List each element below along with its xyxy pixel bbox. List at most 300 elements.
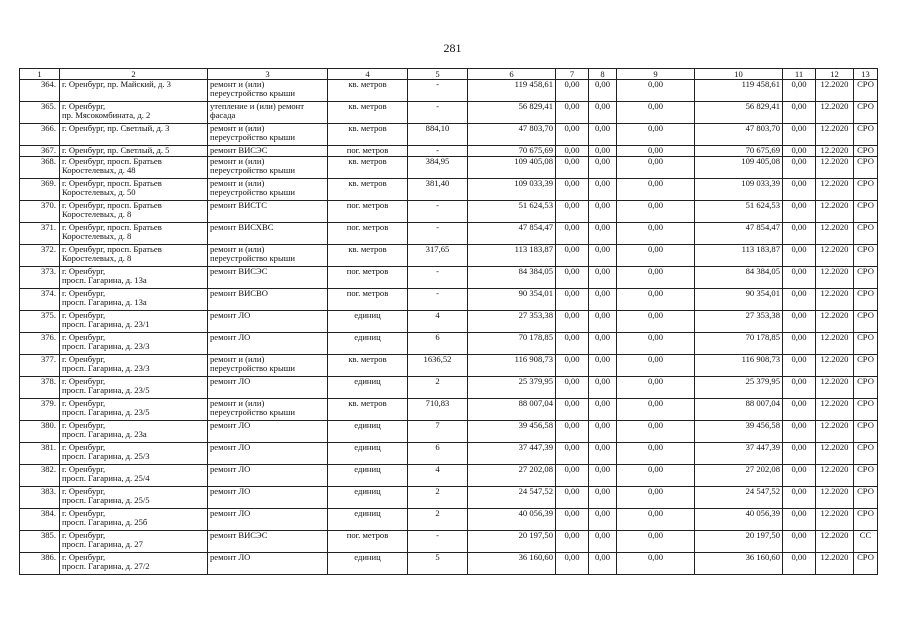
value-cell-9: 0,00 — [617, 146, 695, 157]
address-cell — [60, 553, 208, 575]
work-type-cell — [208, 289, 328, 311]
address-cell-line: просп. Гагарина, д. 23/3 — [62, 362, 150, 373]
deadline-cell: 12.2020 — [816, 553, 854, 575]
deadline-cell: 12.2020 — [816, 355, 854, 377]
total-cost-cell: 70 178,85 — [468, 333, 556, 355]
row-number: 376. — [20, 333, 60, 355]
value-cell-8: 0,00 — [589, 377, 617, 399]
value-cell-11: 0,00 — [783, 267, 816, 289]
address-cell — [60, 223, 208, 245]
method-cell: СРО — [854, 179, 878, 201]
address-cell-line: г. Оренбург, — [62, 354, 106, 364]
work-type-cell-line: ремонт ЛО — [210, 486, 251, 496]
quantity-cell: 7 — [408, 421, 468, 443]
address-cell-line: просп. Гагарина, д. 25/3 — [62, 450, 150, 461]
total-cost-cell: 119 458,61 — [468, 80, 556, 102]
value-cell-7: 0,00 — [556, 289, 589, 311]
work-type-cell-line: утепление и (или) ремонт — [210, 101, 305, 111]
quantity-cell: - — [408, 223, 468, 245]
work-type-cell-line: фасада — [210, 109, 236, 120]
total-cost-cell: 27 353,38 — [468, 311, 556, 333]
table-row — [20, 267, 878, 289]
method-cell: СРО — [854, 465, 878, 487]
work-type-cell — [208, 223, 328, 245]
value-cell-11: 0,00 — [783, 124, 816, 146]
work-type-cell-line: ремонт ВИСВО — [210, 288, 268, 298]
total-cost-cell: 24 547,52 — [468, 487, 556, 509]
quantity-cell: 6 — [408, 443, 468, 465]
method-cell: СРО — [854, 245, 878, 267]
value-cell-9: 0,00 — [617, 179, 695, 201]
work-type-cell-line: переустройство крыши — [210, 362, 295, 373]
row-number: 365. — [20, 102, 60, 124]
deadline-cell: 12.2020 — [816, 102, 854, 124]
method-cell: СРО — [854, 201, 878, 223]
value-cell-8: 0,00 — [589, 421, 617, 443]
value-cell-9: 0,00 — [617, 80, 695, 102]
col-header: 9 — [617, 69, 695, 80]
value-cell-7: 0,00 — [556, 531, 589, 553]
address-cell-line: просп. Гагарина, д. 27 — [62, 538, 143, 549]
table-row — [20, 355, 878, 377]
quantity-cell: 6 — [408, 333, 468, 355]
work-type-cell-line: ремонт ЛО — [210, 508, 251, 518]
address-cell-line: г. Оренбург, — [62, 288, 106, 298]
table-row — [20, 124, 878, 146]
quantity-cell: - — [408, 102, 468, 124]
value-cell-8: 0,00 — [589, 553, 617, 575]
total-cost-cell: 88 007,04 — [468, 399, 556, 421]
address-cell-line: просп. Гагарина, д. 23/3 — [62, 340, 150, 351]
value-cell-11: 0,00 — [783, 377, 816, 399]
table-row — [20, 553, 878, 575]
col-header: 1 — [20, 69, 60, 80]
deadline-cell: 12.2020 — [816, 289, 854, 311]
unit-cell: единиц — [328, 553, 408, 575]
value-cell-9: 0,00 — [617, 124, 695, 146]
row-number: 366. — [20, 124, 60, 146]
address-cell-line: г. Оренбург, — [62, 101, 106, 111]
unit-cell: пог. метров — [328, 146, 408, 157]
address-cell-line: просп. Гагарина, д. 23/5 — [62, 406, 150, 417]
unit-cell: кв. метров — [328, 124, 408, 146]
row-number: 372. — [20, 245, 60, 267]
value-cell-8: 0,00 — [589, 245, 617, 267]
method-cell: СРО — [854, 377, 878, 399]
value-cell-9: 0,00 — [617, 333, 695, 355]
value-cell-9: 0,00 — [617, 157, 695, 179]
method-cell: СРО — [854, 146, 878, 157]
address-cell-line: Коростелевых, д. 8 — [62, 230, 132, 241]
unit-cell: пог. метров — [328, 201, 408, 223]
address-cell — [60, 289, 208, 311]
address-cell-line: г. Оренбург, пр. Светлый, д. 3 — [62, 123, 170, 133]
value-cell-9: 0,00 — [617, 509, 695, 531]
value-cell-9: 0,00 — [617, 102, 695, 124]
method-cell: СРО — [854, 443, 878, 465]
address-cell-line: г. Оренбург, — [62, 486, 106, 496]
address-cell — [60, 201, 208, 223]
value-cell-8: 0,00 — [589, 80, 617, 102]
address-cell — [60, 311, 208, 333]
address-cell-line: просп. Гагарина, д. 25/4 — [62, 472, 150, 483]
address-cell-line: г. Оренбург, — [62, 376, 106, 386]
address-cell-line: г. Оренбург, — [62, 464, 106, 474]
value-cell-10: 27 353,38 — [695, 311, 783, 333]
value-cell-10: 109 033,39 — [695, 179, 783, 201]
row-number: 375. — [20, 311, 60, 333]
deadline-cell: 12.2020 — [816, 245, 854, 267]
value-cell-10: 90 354,01 — [695, 289, 783, 311]
value-cell-11: 0,00 — [783, 102, 816, 124]
value-cell-8: 0,00 — [589, 157, 617, 179]
value-cell-10: 47 854,47 — [695, 223, 783, 245]
quantity-cell: 4 — [408, 465, 468, 487]
row-number: 369. — [20, 179, 60, 201]
value-cell-11: 0,00 — [783, 146, 816, 157]
quantity-cell: 2 — [408, 509, 468, 531]
unit-cell: единиц — [328, 377, 408, 399]
table-row — [20, 377, 878, 399]
value-cell-11: 0,00 — [783, 399, 816, 421]
row-number: 364. — [20, 80, 60, 102]
value-cell-8: 0,00 — [589, 465, 617, 487]
quantity-cell: - — [408, 146, 468, 157]
value-cell-10: 20 197,50 — [695, 531, 783, 553]
unit-cell: единиц — [328, 421, 408, 443]
address-cell-line: г. Оренбург, пр. Майский, д. 3 — [62, 79, 171, 89]
value-cell-7: 0,00 — [556, 267, 589, 289]
value-cell-11: 0,00 — [783, 201, 816, 223]
value-cell-9: 0,00 — [617, 355, 695, 377]
value-cell-9: 0,00 — [617, 267, 695, 289]
value-cell-11: 0,00 — [783, 80, 816, 102]
table-row — [20, 509, 878, 531]
quantity-cell: - — [408, 289, 468, 311]
value-cell-8: 0,00 — [589, 531, 617, 553]
method-cell: СРО — [854, 399, 878, 421]
value-cell-8: 0,00 — [589, 146, 617, 157]
address-cell-line: г. Оренбург, — [62, 420, 106, 430]
table-row — [20, 421, 878, 443]
value-cell-11: 0,00 — [783, 487, 816, 509]
method-cell: СРО — [854, 80, 878, 102]
work-type-cell-line: переустройство крыши — [210, 186, 295, 197]
row-number: 381. — [20, 443, 60, 465]
value-cell-8: 0,00 — [589, 223, 617, 245]
quantity-cell: 2 — [408, 377, 468, 399]
table-row — [20, 289, 878, 311]
value-cell-9: 0,00 — [617, 399, 695, 421]
table-row — [20, 201, 878, 223]
value-cell-7: 0,00 — [556, 102, 589, 124]
address-cell-line: г. Оренбург, — [62, 552, 106, 562]
address-cell-line: просп. Гагарина, д. 23/5 — [62, 384, 150, 395]
method-cell: СРО — [854, 289, 878, 311]
method-cell: СРО — [854, 311, 878, 333]
work-type-cell-line: ремонт ВИСЭС — [210, 266, 268, 276]
value-cell-9: 0,00 — [617, 377, 695, 399]
value-cell-11: 0,00 — [783, 443, 816, 465]
method-cell: СРО — [854, 124, 878, 146]
deadline-cell: 12.2020 — [816, 201, 854, 223]
address-cell-line: просп. Гагарина, д. 13а — [62, 296, 147, 307]
unit-cell: кв. метров — [328, 355, 408, 377]
unit-cell: единиц — [328, 465, 408, 487]
value-cell-8: 0,00 — [589, 509, 617, 531]
row-number: 377. — [20, 355, 60, 377]
work-type-cell-line: переустройство крыши — [210, 87, 295, 98]
total-cost-cell: 36 160,60 — [468, 553, 556, 575]
total-cost-cell: 47 854,47 — [468, 223, 556, 245]
address-cell — [60, 146, 208, 157]
work-type-cell — [208, 267, 328, 289]
deadline-cell: 12.2020 — [816, 223, 854, 245]
work-type-cell-line: ремонт ВИСХВС — [210, 222, 274, 232]
col-header: 3 — [208, 69, 328, 80]
table-row — [20, 311, 878, 333]
unit-cell: пог. метров — [328, 531, 408, 553]
value-cell-10: 113 183,87 — [695, 245, 783, 267]
method-cell: СРО — [854, 333, 878, 355]
unit-cell: кв. метров — [328, 179, 408, 201]
deadline-cell: 12.2020 — [816, 333, 854, 355]
unit-cell: пог. метров — [328, 223, 408, 245]
address-cell-line: Коростелевых, д. 8 — [62, 252, 132, 263]
total-cost-cell: 109 405,08 — [468, 157, 556, 179]
value-cell-10: 70 178,85 — [695, 333, 783, 355]
table-row — [20, 245, 878, 267]
unit-cell: кв. метров — [328, 399, 408, 421]
repair-schedule-table — [19, 68, 878, 575]
table-row — [20, 465, 878, 487]
value-cell-7: 0,00 — [556, 553, 589, 575]
work-type-cell-line: переустройство крыши — [210, 164, 295, 175]
value-cell-9: 0,00 — [617, 553, 695, 575]
method-cell: СРО — [854, 421, 878, 443]
col-header: 13 — [854, 69, 878, 80]
quantity-cell: 384,95 — [408, 157, 468, 179]
address-cell — [60, 267, 208, 289]
address-cell-line: г. Оренбург, — [62, 266, 106, 276]
table-row — [20, 399, 878, 421]
work-type-cell-line: ремонт ВИСЭС — [210, 145, 268, 155]
deadline-cell: 12.2020 — [816, 531, 854, 553]
work-type-cell-line: ремонт ЛО — [210, 442, 251, 452]
total-cost-cell: 40 056,39 — [468, 509, 556, 531]
quantity-cell: 317,65 — [408, 245, 468, 267]
unit-cell: кв. метров — [328, 245, 408, 267]
value-cell-10: 27 202,08 — [695, 465, 783, 487]
value-cell-10: 51 624,53 — [695, 201, 783, 223]
unit-cell: кв. метров — [328, 80, 408, 102]
col-header: 7 — [556, 69, 589, 80]
table-row — [20, 102, 878, 124]
table-row — [20, 443, 878, 465]
address-cell-line: Коростелевых, д. 50 — [62, 186, 136, 197]
work-type-cell — [208, 80, 328, 102]
total-cost-cell: 47 803,70 — [468, 124, 556, 146]
quantity-cell: 4 — [408, 311, 468, 333]
work-type-cell — [208, 102, 328, 124]
method-cell: СРО — [854, 487, 878, 509]
table-row — [20, 146, 878, 157]
address-cell-line: пр. Мясокомбината, д. 2 — [62, 109, 151, 120]
address-cell-line: г. Оренбург, — [62, 508, 106, 518]
method-cell: СРО — [854, 553, 878, 575]
address-cell-line: г. Оренбург, — [62, 332, 106, 342]
value-cell-9: 0,00 — [617, 245, 695, 267]
value-cell-9: 0,00 — [617, 443, 695, 465]
value-cell-8: 0,00 — [589, 333, 617, 355]
value-cell-8: 0,00 — [589, 487, 617, 509]
address-cell-line: г. Оренбург, просп. Братьев — [62, 244, 162, 254]
value-cell-7: 0,00 — [556, 157, 589, 179]
value-cell-10: 40 056,39 — [695, 509, 783, 531]
work-type-cell — [208, 487, 328, 509]
value-cell-11: 0,00 — [783, 421, 816, 443]
method-cell: СРО — [854, 355, 878, 377]
value-cell-10: 88 007,04 — [695, 399, 783, 421]
col-header: 11 — [783, 69, 816, 80]
quantity-cell: 884,10 — [408, 124, 468, 146]
quantity-cell: 1636,52 — [408, 355, 468, 377]
value-cell-7: 0,00 — [556, 80, 589, 102]
table-row — [20, 179, 878, 201]
value-cell-8: 0,00 — [589, 102, 617, 124]
value-cell-11: 0,00 — [783, 553, 816, 575]
col-header: 2 — [60, 69, 208, 80]
work-type-cell-line: ремонт и (или) — [210, 123, 265, 133]
work-type-cell-line: ремонт и (или) — [210, 156, 265, 166]
work-type-cell — [208, 179, 328, 201]
work-type-cell — [208, 553, 328, 575]
address-cell-line: просп. Гагарина, д. 25/5 — [62, 494, 150, 505]
value-cell-9: 0,00 — [617, 531, 695, 553]
value-cell-8: 0,00 — [589, 399, 617, 421]
table-row — [20, 157, 878, 179]
address-cell — [60, 355, 208, 377]
address-cell — [60, 102, 208, 124]
unit-cell: единиц — [328, 311, 408, 333]
value-cell-7: 0,00 — [556, 223, 589, 245]
total-cost-cell: 113 183,87 — [468, 245, 556, 267]
method-cell: СРО — [854, 267, 878, 289]
value-cell-7: 0,00 — [556, 245, 589, 267]
deadline-cell: 12.2020 — [816, 443, 854, 465]
value-cell-9: 0,00 — [617, 289, 695, 311]
page-number: 281 — [443, 41, 462, 55]
value-cell-11: 0,00 — [783, 333, 816, 355]
work-type-cell-line: ремонт ЛО — [210, 552, 251, 562]
address-cell-line: г. Оренбург, просп. Братьев — [62, 222, 162, 232]
address-cell-line: г. Оренбург, — [62, 310, 106, 320]
value-cell-10: 116 908,73 — [695, 355, 783, 377]
work-type-cell-line: ремонт ВИСЭС — [210, 530, 268, 540]
work-type-cell-line: ремонт и (или) — [210, 244, 265, 254]
address-cell — [60, 124, 208, 146]
method-cell: СС — [854, 531, 878, 553]
table-row — [20, 487, 878, 509]
value-cell-8: 0,00 — [589, 289, 617, 311]
work-type-cell-line: переустройство крыши — [210, 131, 295, 142]
value-cell-10: 119 458,61 — [695, 80, 783, 102]
method-cell: СРО — [854, 102, 878, 124]
address-cell — [60, 509, 208, 531]
work-type-cell — [208, 311, 328, 333]
value-cell-10: 36 160,60 — [695, 553, 783, 575]
value-cell-11: 0,00 — [783, 465, 816, 487]
row-number: 379. — [20, 399, 60, 421]
value-cell-10: 109 405,08 — [695, 157, 783, 179]
work-type-cell — [208, 399, 328, 421]
value-cell-7: 0,00 — [556, 124, 589, 146]
work-type-cell-line: ремонт ВИСТС — [210, 200, 268, 210]
address-cell-line: г. Оренбург, просп. Братьев — [62, 200, 162, 210]
method-cell: СРО — [854, 223, 878, 245]
value-cell-7: 0,00 — [556, 201, 589, 223]
work-type-cell — [208, 531, 328, 553]
unit-cell: единиц — [328, 487, 408, 509]
value-cell-10: 56 829,41 — [695, 102, 783, 124]
value-cell-7: 0,00 — [556, 333, 589, 355]
unit-cell: единиц — [328, 443, 408, 465]
table-row — [20, 223, 878, 245]
total-cost-cell: 25 379,95 — [468, 377, 556, 399]
value-cell-11: 0,00 — [783, 223, 816, 245]
address-cell — [60, 179, 208, 201]
col-header: 4 — [328, 69, 408, 80]
value-cell-9: 0,00 — [617, 223, 695, 245]
value-cell-10: 84 384,05 — [695, 267, 783, 289]
work-type-cell — [208, 465, 328, 487]
work-type-cell-line: ремонт ЛО — [210, 332, 251, 342]
total-cost-cell: 20 197,50 — [468, 531, 556, 553]
value-cell-10: 70 675,69 — [695, 146, 783, 157]
deadline-cell: 12.2020 — [816, 124, 854, 146]
deadline-cell: 12.2020 — [816, 399, 854, 421]
deadline-cell: 12.2020 — [816, 377, 854, 399]
work-type-cell-line: ремонт ЛО — [210, 464, 251, 474]
value-cell-11: 0,00 — [783, 509, 816, 531]
address-cell-line: просп. Гагарина, д. 13а — [62, 274, 147, 285]
col-header: 6 — [468, 69, 556, 80]
total-cost-cell: 116 908,73 — [468, 355, 556, 377]
value-cell-11: 0,00 — [783, 179, 816, 201]
quantity-cell: - — [408, 531, 468, 553]
value-cell-11: 0,00 — [783, 245, 816, 267]
value-cell-7: 0,00 — [556, 311, 589, 333]
value-cell-7: 0,00 — [556, 179, 589, 201]
value-cell-8: 0,00 — [589, 355, 617, 377]
method-cell: СРО — [854, 509, 878, 531]
deadline-cell: 12.2020 — [816, 267, 854, 289]
address-cell — [60, 465, 208, 487]
work-type-cell — [208, 355, 328, 377]
quantity-cell: 710,83 — [408, 399, 468, 421]
unit-cell: пог. метров — [328, 267, 408, 289]
table-row — [20, 531, 878, 553]
address-cell — [60, 377, 208, 399]
address-cell — [60, 80, 208, 102]
value-cell-8: 0,00 — [589, 443, 617, 465]
value-cell-10: 37 447,39 — [695, 443, 783, 465]
work-type-cell-line: ремонт ЛО — [210, 376, 251, 386]
work-type-cell — [208, 146, 328, 157]
total-cost-cell: 90 354,01 — [468, 289, 556, 311]
total-cost-cell: 70 675,69 — [468, 146, 556, 157]
address-cell — [60, 421, 208, 443]
